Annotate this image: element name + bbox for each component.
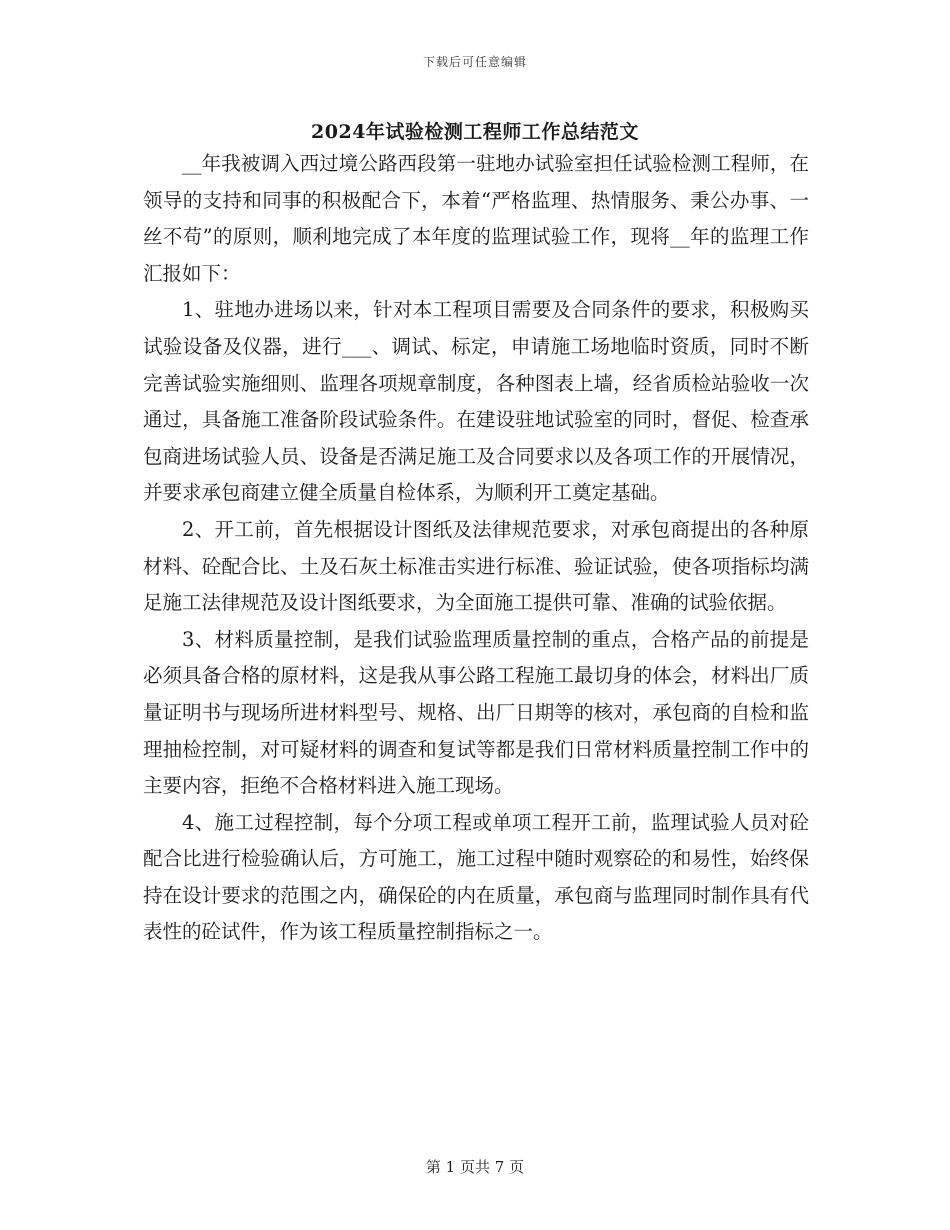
header-note: 下载后可任意编辑 bbox=[422, 55, 527, 69]
document-title: 2024年试验检测工程师工作总结范文 bbox=[311, 121, 639, 143]
paragraph-1: 1、驻地办进场以来，针对本工程项目需要及合同条件的要求，积极购买试验设备及仪器，进行___、调试、标定，申请施工场地临时资质，同时不断完善试验实施细则、监理各项规章制度，各种图表上墙，经省质检站验收一次通过，具备施工准备阶段试验条件。在建设驻地试验室的同时，督促、检查承包商进场试验人员、设备是否满足施工及合同要求以及各项工作的开展情况，并要求承包商建立健全质量自检体系，为顺利开工奠定基础。 bbox=[143, 298, 809, 505]
paragraph-3: 3、材料质量控制，是我们试验监理质量控制的重点，合格产品的前提是必须具备合格的原材料，这是我从事公路工程施工最切身的体会，材料出厂质量证明书与现场所进材料型号、规格、出厂日期等的核对，承包商的自检和监理抽检控制，对可疑材料的调查和复试等都是我们日常材料质量控制工作中的主要内容，拒绝不合格材料进入施工现场。 bbox=[143, 627, 809, 798]
paragraph-intro: __年我被调入西过境公路西段第一驻地办试验室担任试验检测工程师，在领导的支持和同事的积极配合下，本着“严格监理、热情服务、秉公办事、一丝不苟”的原则，顺利地完成了本年度的监理试验工作，现将__年的监理工作汇报如下： bbox=[143, 152, 809, 285]
paragraph-2: 2、开工前，首先根据设计图纸及法律规范要求，对承包商提出的各种原材料、砼配合比、土及石灰土标准击实进行标准、验证试验，使各项指标均满足施工法律规范及设计图纸要求，为全面施工提供可靠、准确的试验依据。 bbox=[143, 517, 809, 615]
page-number-footer: 第 1 页共 7 页 bbox=[425, 1158, 525, 1176]
paragraph-4: 4、施工过程控制，每个分项工程或单项工程开工前，监理试验人员对砼配合比进行检验确认后，方可施工，施工过程中随时观察砼的和易性，始终保持在设计要求的范围之内，确保砼的内在质量，承包商与监理同时制作具有代表性的砼试件，作为该工程质量控制指标之一。 bbox=[143, 810, 809, 944]
document-body bbox=[143, 146, 809, 951]
